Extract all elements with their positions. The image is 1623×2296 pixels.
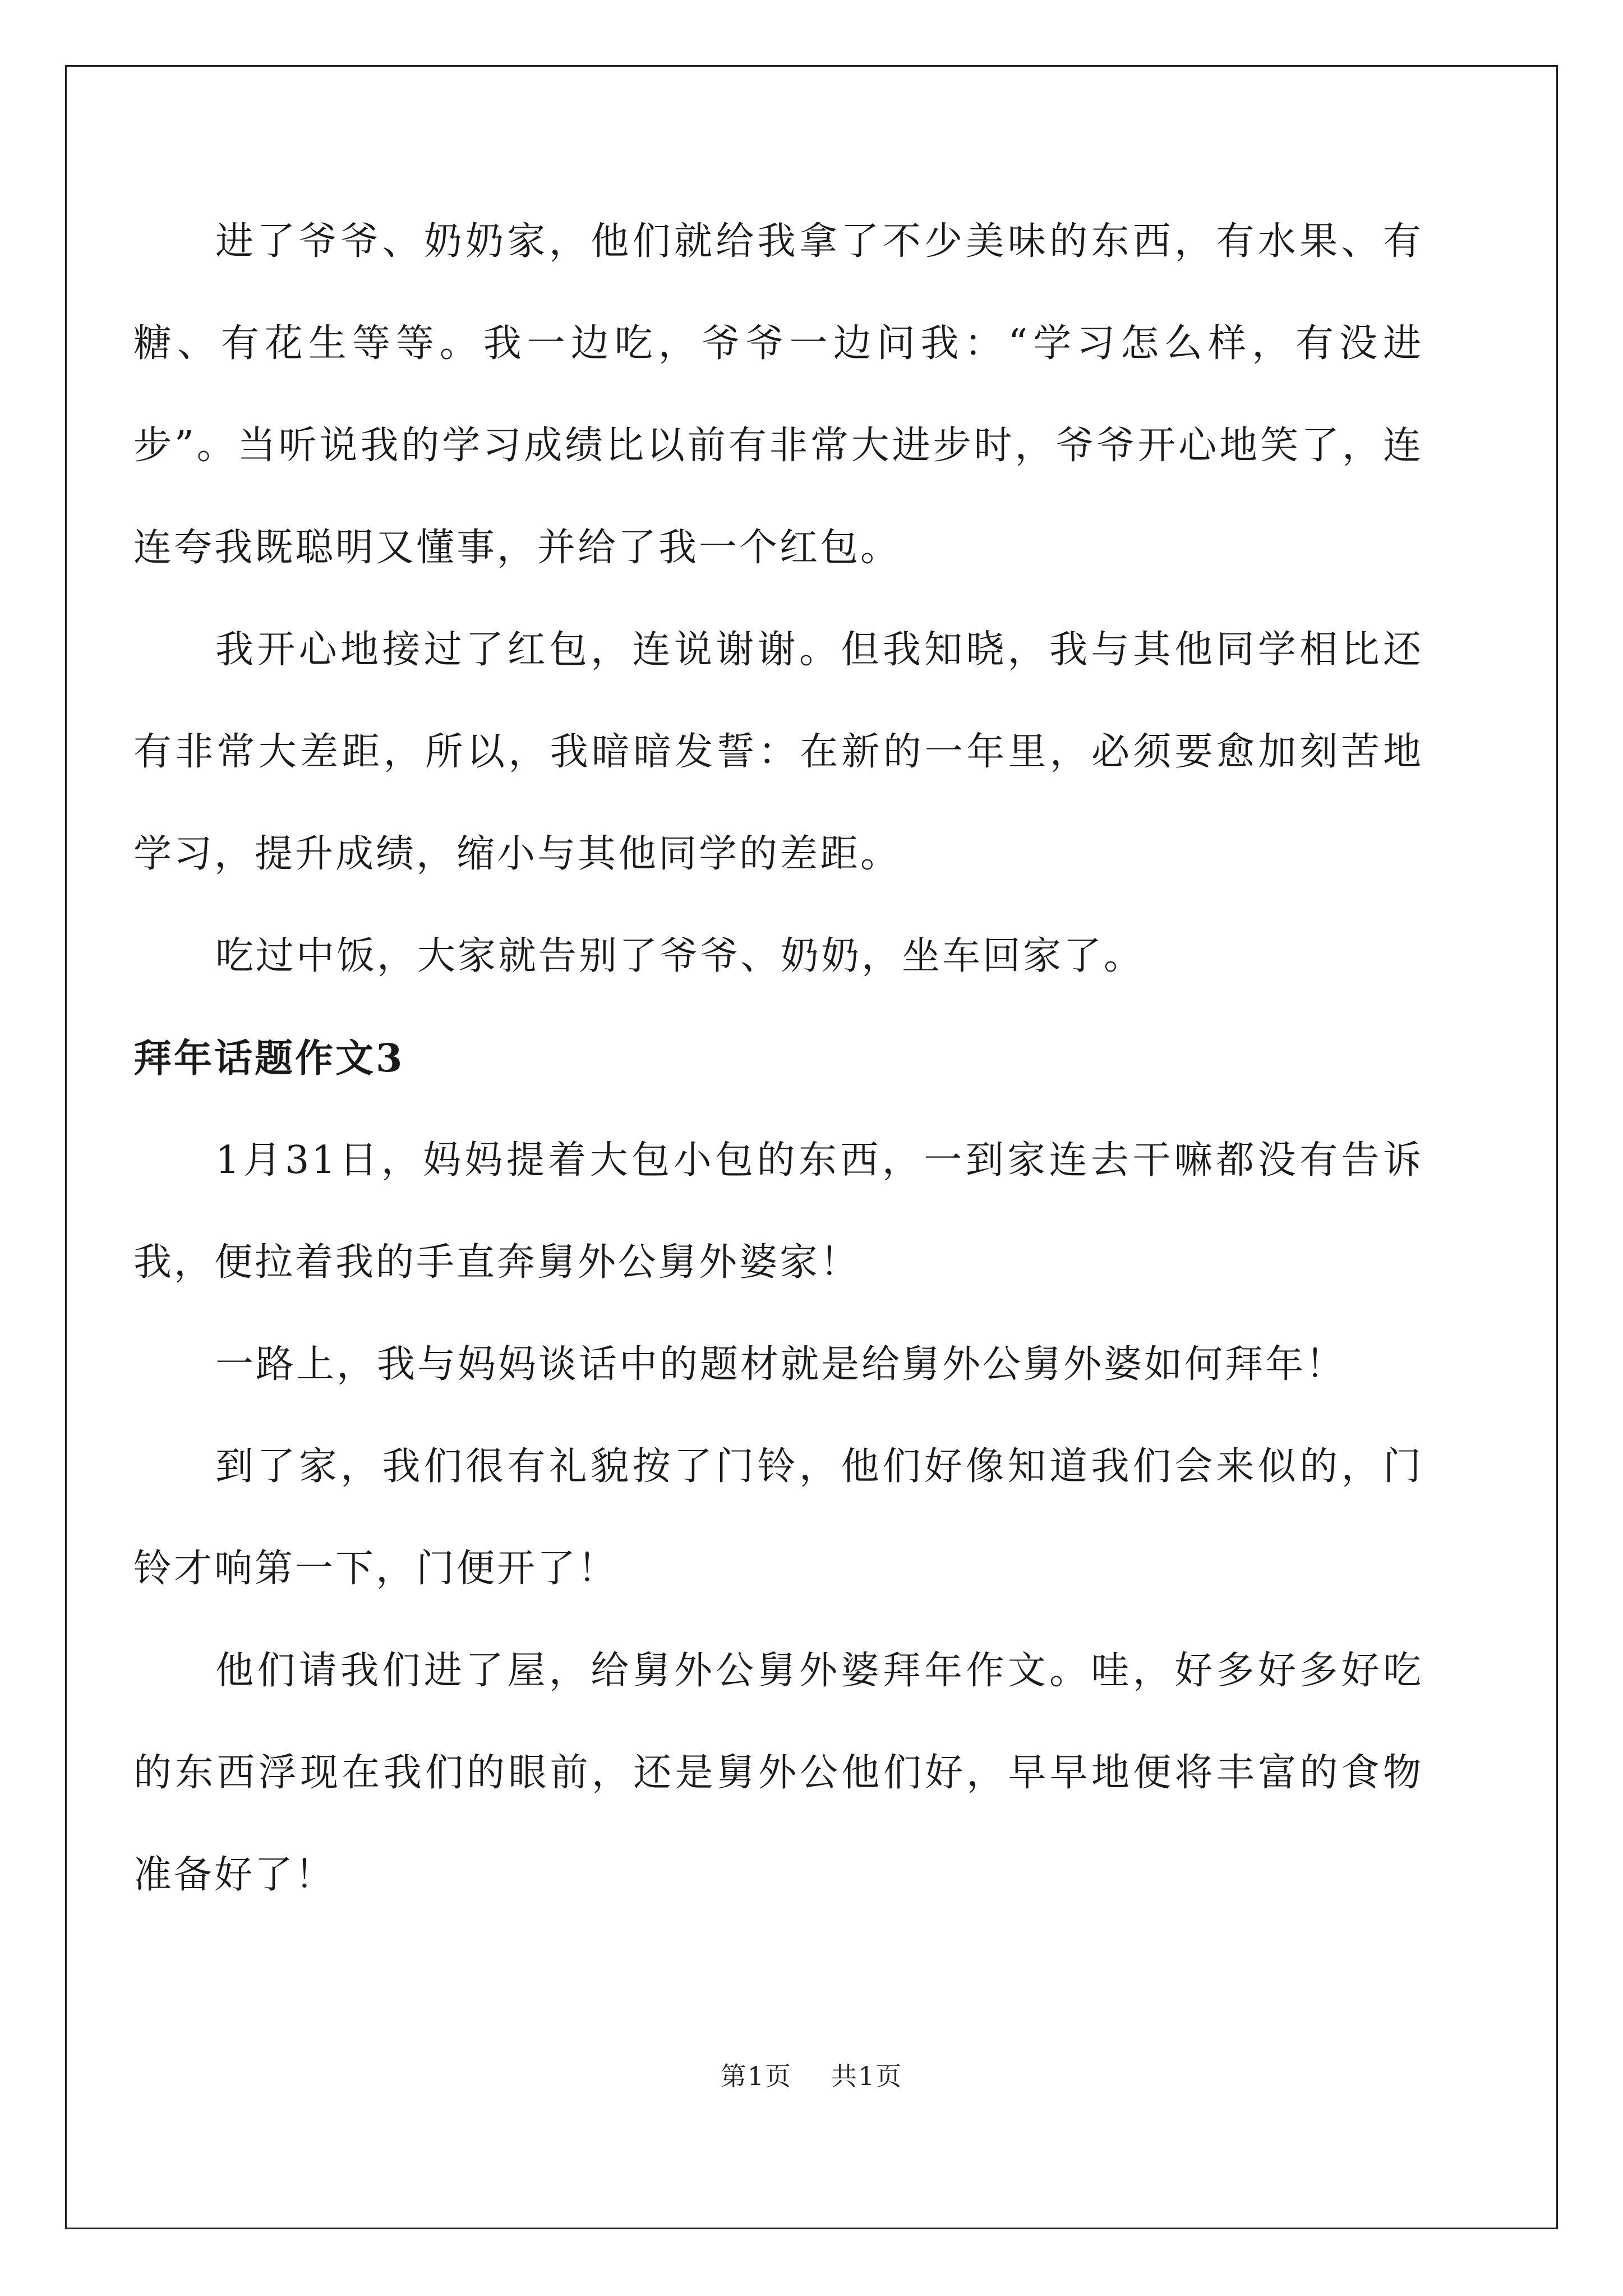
paragraph: 到了家，我们很有礼貌按了门铃，他们好像知道我们会来似的，门铃才响第一下，门便开了！ <box>133 1444 1423 1591</box>
paragraph: 1月31日，妈妈提着大包小包的东西，一到家连去干嘛都没有告诉我，便拉着我的手直奔舅外公舅外婆家！ <box>133 1138 1423 1285</box>
page-total: 共1页 <box>831 2061 903 2091</box>
paragraph: 一路上，我与妈妈谈话中的题材就是给舅外公舅外婆如何拜年！ <box>215 1342 1347 1387</box>
paragraph: 他们请我们进了屋，给舅外公舅外婆拜年作文。哇，好多好多好吃的东西浮现在我们的眼前，还是舅外公他们好，早早地便将丰富的食物准备好了！ <box>133 1649 1423 1897</box>
paragraph: 吃过中饭，大家就告别了爷爷、奶奶，坐车回家了。 <box>215 934 1145 978</box>
paragraph: 进了爷爷、奶奶家，他们就给我拿了不少美味的东西，有水果、有糖、有花生等等。我一边吃，爷爷一边问我：“学习怎么样，有没进步”。当听说我的学习成绩比以前有非常大进步时，爷爷开心地笑了，连连夸我既聪明又懂事，并给了我一个红包。 <box>133 219 1423 570</box>
paragraph: 我开心地接过了红包，连说谢谢。但我知晓，我与其他同学相比还有非常大差距，所以，我暗暗发誓：在新的一年里，必须要愈加刻苦地学习，提升成绩，缩小与其他同学的差距。 <box>133 628 1423 876</box>
page-number: 第1页 <box>720 2061 792 2091</box>
page-footer <box>0 2056 1623 2093</box>
document-body <box>133 191 1423 1926</box>
section-heading: 拜年话题作文3 <box>133 1036 405 1081</box>
